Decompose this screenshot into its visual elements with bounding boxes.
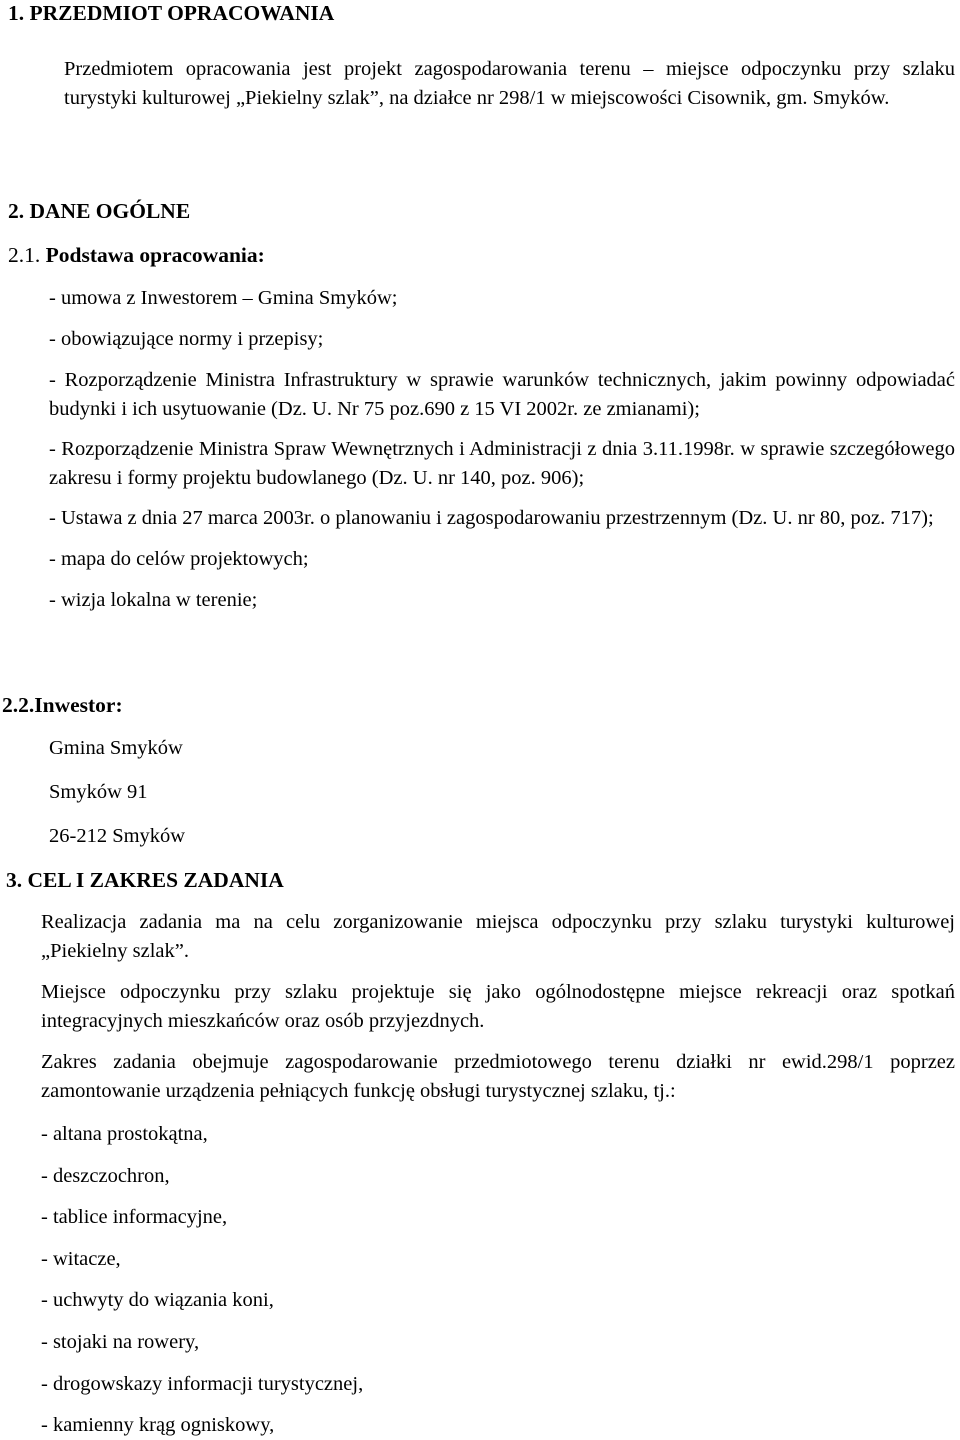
section-3-paragraph-1: Realizacja zadania ma na celu zorganizowanie miejsca odpoczynku przy szlaku turystyki kulturowej „Piekielny szlak”. <box>41 911 955 962</box>
basis-item-7: - wizja lokalna w terenie; <box>49 589 258 611</box>
investor-name: Gmina Smyków <box>49 737 183 759</box>
basis-item-2: - obowiązujące normy i przepisy; <box>49 328 324 350</box>
scope-item-2: - deszczochron, <box>41 1164 170 1187</box>
section-3-heading: 3. CEL I ZAKRES ZADANIA <box>6 868 284 892</box>
subsection-2-2-label: 2.2.Inwestor: <box>2 693 123 717</box>
section-1-paragraph: Przedmiotem opracowania jest projekt zagospodarowania terenu – miejsce odpoczynku przy szlaku turystyki kulturowej „Piekielny szlak”, na działce nr 298/1 w miejscowości Cisownik, gm. Smyków. <box>64 58 955 109</box>
investor-street: Smyków 91 <box>49 781 148 803</box>
section-3-paragraph-2: Miejsce odpoczynku przy szlaku projektuje się jako ogólnodostępne miejsce rekreacji oraz spotkań integracyjnych mieszkańców oraz osób przyjezdnych. <box>41 981 955 1032</box>
scope-item-1: - altana prostokątna, <box>41 1123 208 1145</box>
basis-item-3: - Rozporządzenie Ministra Infrastruktury w sprawie warunków technicznych, jakim powinny odpowiadać budynki i ich usytuowanie (Dz. U. Nr 75 poz.690 z 15 VI 2002r. ze zmianami); <box>49 369 955 420</box>
scope-item-4: - witacze, <box>41 1247 121 1270</box>
scope-item-7: - drogowskazy informacji turystycznej, <box>41 1372 364 1395</box>
basis-list <box>49 284 955 615</box>
scope-item-6: - stojaki na rowery, <box>41 1330 200 1353</box>
subsection-2-1-heading <box>8 242 265 268</box>
scope-item-5: - uchwyty do wiązania koni, <box>41 1289 274 1312</box>
basis-item-5: - Ustawa z dnia 27 marca 2003r. o planowaniu i zagospodarowaniu przestrzennym (Dz. U. nr 80, poz. 717); <box>49 507 934 529</box>
subsection-2-2-heading <box>2 692 123 718</box>
scope-item-8: - kamienny krąg ogniskowy, <box>41 1414 275 1437</box>
section-2-heading: 2. DANE OGÓLNE <box>8 199 191 223</box>
basis-item-4: - Rozporządzenie Ministra Spraw Wewnętrznych i Administracji z dnia 3.11.1998r. w sprawie szczegółowego zakresu i formy projektu budowlanego (Dz. U. nr 140, poz. 906); <box>49 438 955 489</box>
basis-item-6: - mapa do celów projektowych; <box>49 548 309 570</box>
scope-item-3: - tablice informacyjne, <box>41 1206 228 1229</box>
section-3-paragraphs <box>41 908 955 1106</box>
subsection-2-1-number: 2.1. <box>8 243 41 267</box>
scope-list <box>41 1120 363 1440</box>
subsection-2-1-label: Podstawa opracowania: <box>45 243 265 267</box>
section-1-heading: 1. PRZEDMIOT OPRACOWANIA <box>8 1 335 25</box>
basis-item-1: - umowa z Inwestorem – Gmina Smyków; <box>49 287 398 309</box>
investor-postal-code: 26-212 Smyków <box>49 825 186 847</box>
section-3-paragraph-3: Zakres zadania obejmuje zagospodarowanie przedmiotowego terenu działki nr ewid.298/1 poprzez zamontowanie urządzenia pełniących funkcję obsługi turystycznej szlaku, tj.: <box>41 1051 955 1102</box>
investor-address <box>49 734 185 851</box>
